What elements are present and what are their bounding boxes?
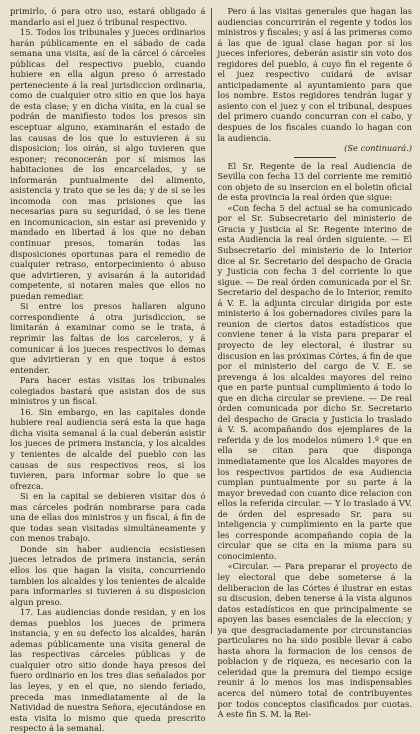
paragraph: 15. Todos los tribunales y jueces ordinarios harán públicamente en el sábado de cada semana una visita, así de la cárcel ó cárceles públicas del respectivo pueblo, cuando hubiere en ella algun preso ó arrestado perteneciente á la real jurisdiccion ordinaria, como de cualquier otro sitio en que los haya de esta clase; y en dicha visita, en la cual se podrán de manifiesto todos los presos sin esceptuar alguno, examinarán el estado de las causas de los que lo estuvieren á su disposicion; los oirán, si algo tuvieren que esponer; reconocerán por sí mismos las habitaciones de los encarcelados, y se informarán puntualmente del alimento, asistencia y trato que se les da; y de si se les incomoda con mas prisiones que las necesarias para su seguridad, ó se les tiene en incomunicacion, sin estar así prevenido y mandado en libertad á los que no deban continuar presos, tomarán todas las disposiciones oportunas para el remedio de cualquier retraso, entorpecimiento ó abuso que advirtieren, y avisarán á la autoridad competente, si notaren males que ellos no puedan remediar.	[10, 27, 206, 301]
left-column	[10, 6, 211, 734]
paragraph: 17. Las audiencias donde residan, y en los demas pueblos los jueces de primera instancia, y en su defecto los alcaldes, harán ademas públicamente una visita general de las respectivas cárceles públicas y de cualquier otro sitio donde haya presos del fuero ordinario en los tres dias señalados por las leyes, y en el que, no siendo feriado, preceda mas inmediatamente al de la Natividad de nuestra Señora, ejecutándose en esta visita lo mismo que queda prescrito respecto á la semanal.	[10, 607, 206, 734]
paragraph: Si en la capital se debieren visitar dos ó mas cárceles podrán nombrarse para cada una de ellas dos ministros y un fiscal, á fin de que todas sean visitadas simultáneamente y con menos trabajo.	[10, 491, 206, 544]
paragraph: primirlo, ó para otro uso, estará obligado á mandarlo así el juez ó tribunal respectivo.	[10, 6, 206, 27]
continuation-note: (Se continuará.)	[344, 143, 412, 154]
paragraph: Pero á las visitas generales que hagan las audiencias concurrirán el regente y todos los ministros y fiscales; y así á las primeras como á las que de igual clase hagan por sí los jueces inferiores, deberán asistir sin voto dos regidores del pueblo, á cuyo fin el regente ó el juez respectivo cuidará de avisar anticipadamente al ayuntamiento para que los nombre. Estos regidores tendrán lugar y asiento con el juez y con el tribunal, despues del primero cuando concurran con el cabo, y despues de los fiscales cuando lo hagan con la audiencia.	[217, 6, 412, 143]
paragraph: «Circular. — Para preparar el proyecto de ley electoral que debe someterse á la deliberacion de las Córtes é ilustrar en estas su discusion, deben tenerse á la vista algunos datos estadísticos en que principalmente se apoyen las bases esenciales de la eleccion; y ya que desgraciadamente por circunstancias particulares no ha sido posible llevar á cabo hasta ahora la formacion de los censos de poblacion y de riqueza, es necesario con la celeridad que la premura del tiempo ecsige reunir á lo menos los mas indispensables acerca del número total de contribuyentes por todos conceptos clasificados por cuotas. A este fin S. M. la Rei-	[217, 561, 412, 720]
paragraph: Para hacer estas visitas los tribunales colegiados bastará que asistan dos de sus ministros y un fiscal.	[10, 375, 206, 407]
paragraph: Donde sin haber audiencia ecsistiesen jueces letrados de primera instancia, serán ellos los que hagan la visita, concurriendo tambien los alcaldes y los tenientes de alcalde para informarles si tuvieren á su disposicion algun preso.	[10, 543, 206, 607]
paragraph: «Con fecha 5 del actual se ha comunicado por el Sr. Subsecretario del ministerio de Gracia y Justicia al Sr. Regente interino de esta Audiencia la real órden siguiente. — El Subsecretario del ministerio de lo Interior dice al Sr. Secretario del despacho de Gracia y Justicia con fecha 3 del corriente lo que sigue. — De real órden comunicada por el Sr. Secretario del despacho de lo Interior, remito á V. E. la adjunta circular dirigida por este ministerio á los gobernadores civiles para la reunion de ciertos datos estadísticos que conviene tener á la vista para preparar el proyecto de ley electoral, é ilustrar su discusion en las próximas Córtes, á fin de que por el ministerio del cargo de V. E. se prevenga á los alcaldes mayores del reino que en parte puntual cumplimiento á todo lo que en dicha circular se previene. — De real órden comunicada por dicho Sr. Secretario del despacho de Gracia y Justicia lo traslado á V. S. acompañando dos ejemplares de la referida y de los modelos número 1.º que en ella se citan para que disponga inmediatamente que los Alcaldes mayores de los respectivos partidos de esa Audiencia cumplan puntualmente por su parte á la mayor brevedad con cuanto dice relacion con ellos la referida circular. — Y lo traslado á VV. de órden del espresado Sr. para su inteligencia y cumplimiento en la parte que les corresponde acompañando copia de la circular que se cita en la misma para su conocimiento.	[217, 202, 412, 561]
paragraph: Si entre los presos hallaren alguno correspondiente á otra jurisdiccion, se limitarán á examinar como se le trata, á reprimir las faltas de los carceleros, y á comunicar á los jueces respectivos lo demas que advirtieran y en que toque á estos entender.	[10, 301, 206, 375]
section-divider	[294, 157, 336, 158]
right-column	[212, 6, 413, 720]
paragraph: 16. Sin embargo, en las capitales donde hubiere real audiencia será esta la que haga dicha visita semanal á la cual deberán asistir los jueces de primera instancia, y los alcaldes y tenientes de alcalde del pueblo con las causas de sus respectivos reos, si los tuvieren, para informar sobre lo que se ofrezca.	[10, 406, 206, 491]
paragraph: El Sr. Regente de la real Audiencia de Sevilla con fecha 13 del corriente me remitió con objeto de su insercion en el boletin oficial de esta provincia la real órden que sigue:	[217, 160, 412, 203]
